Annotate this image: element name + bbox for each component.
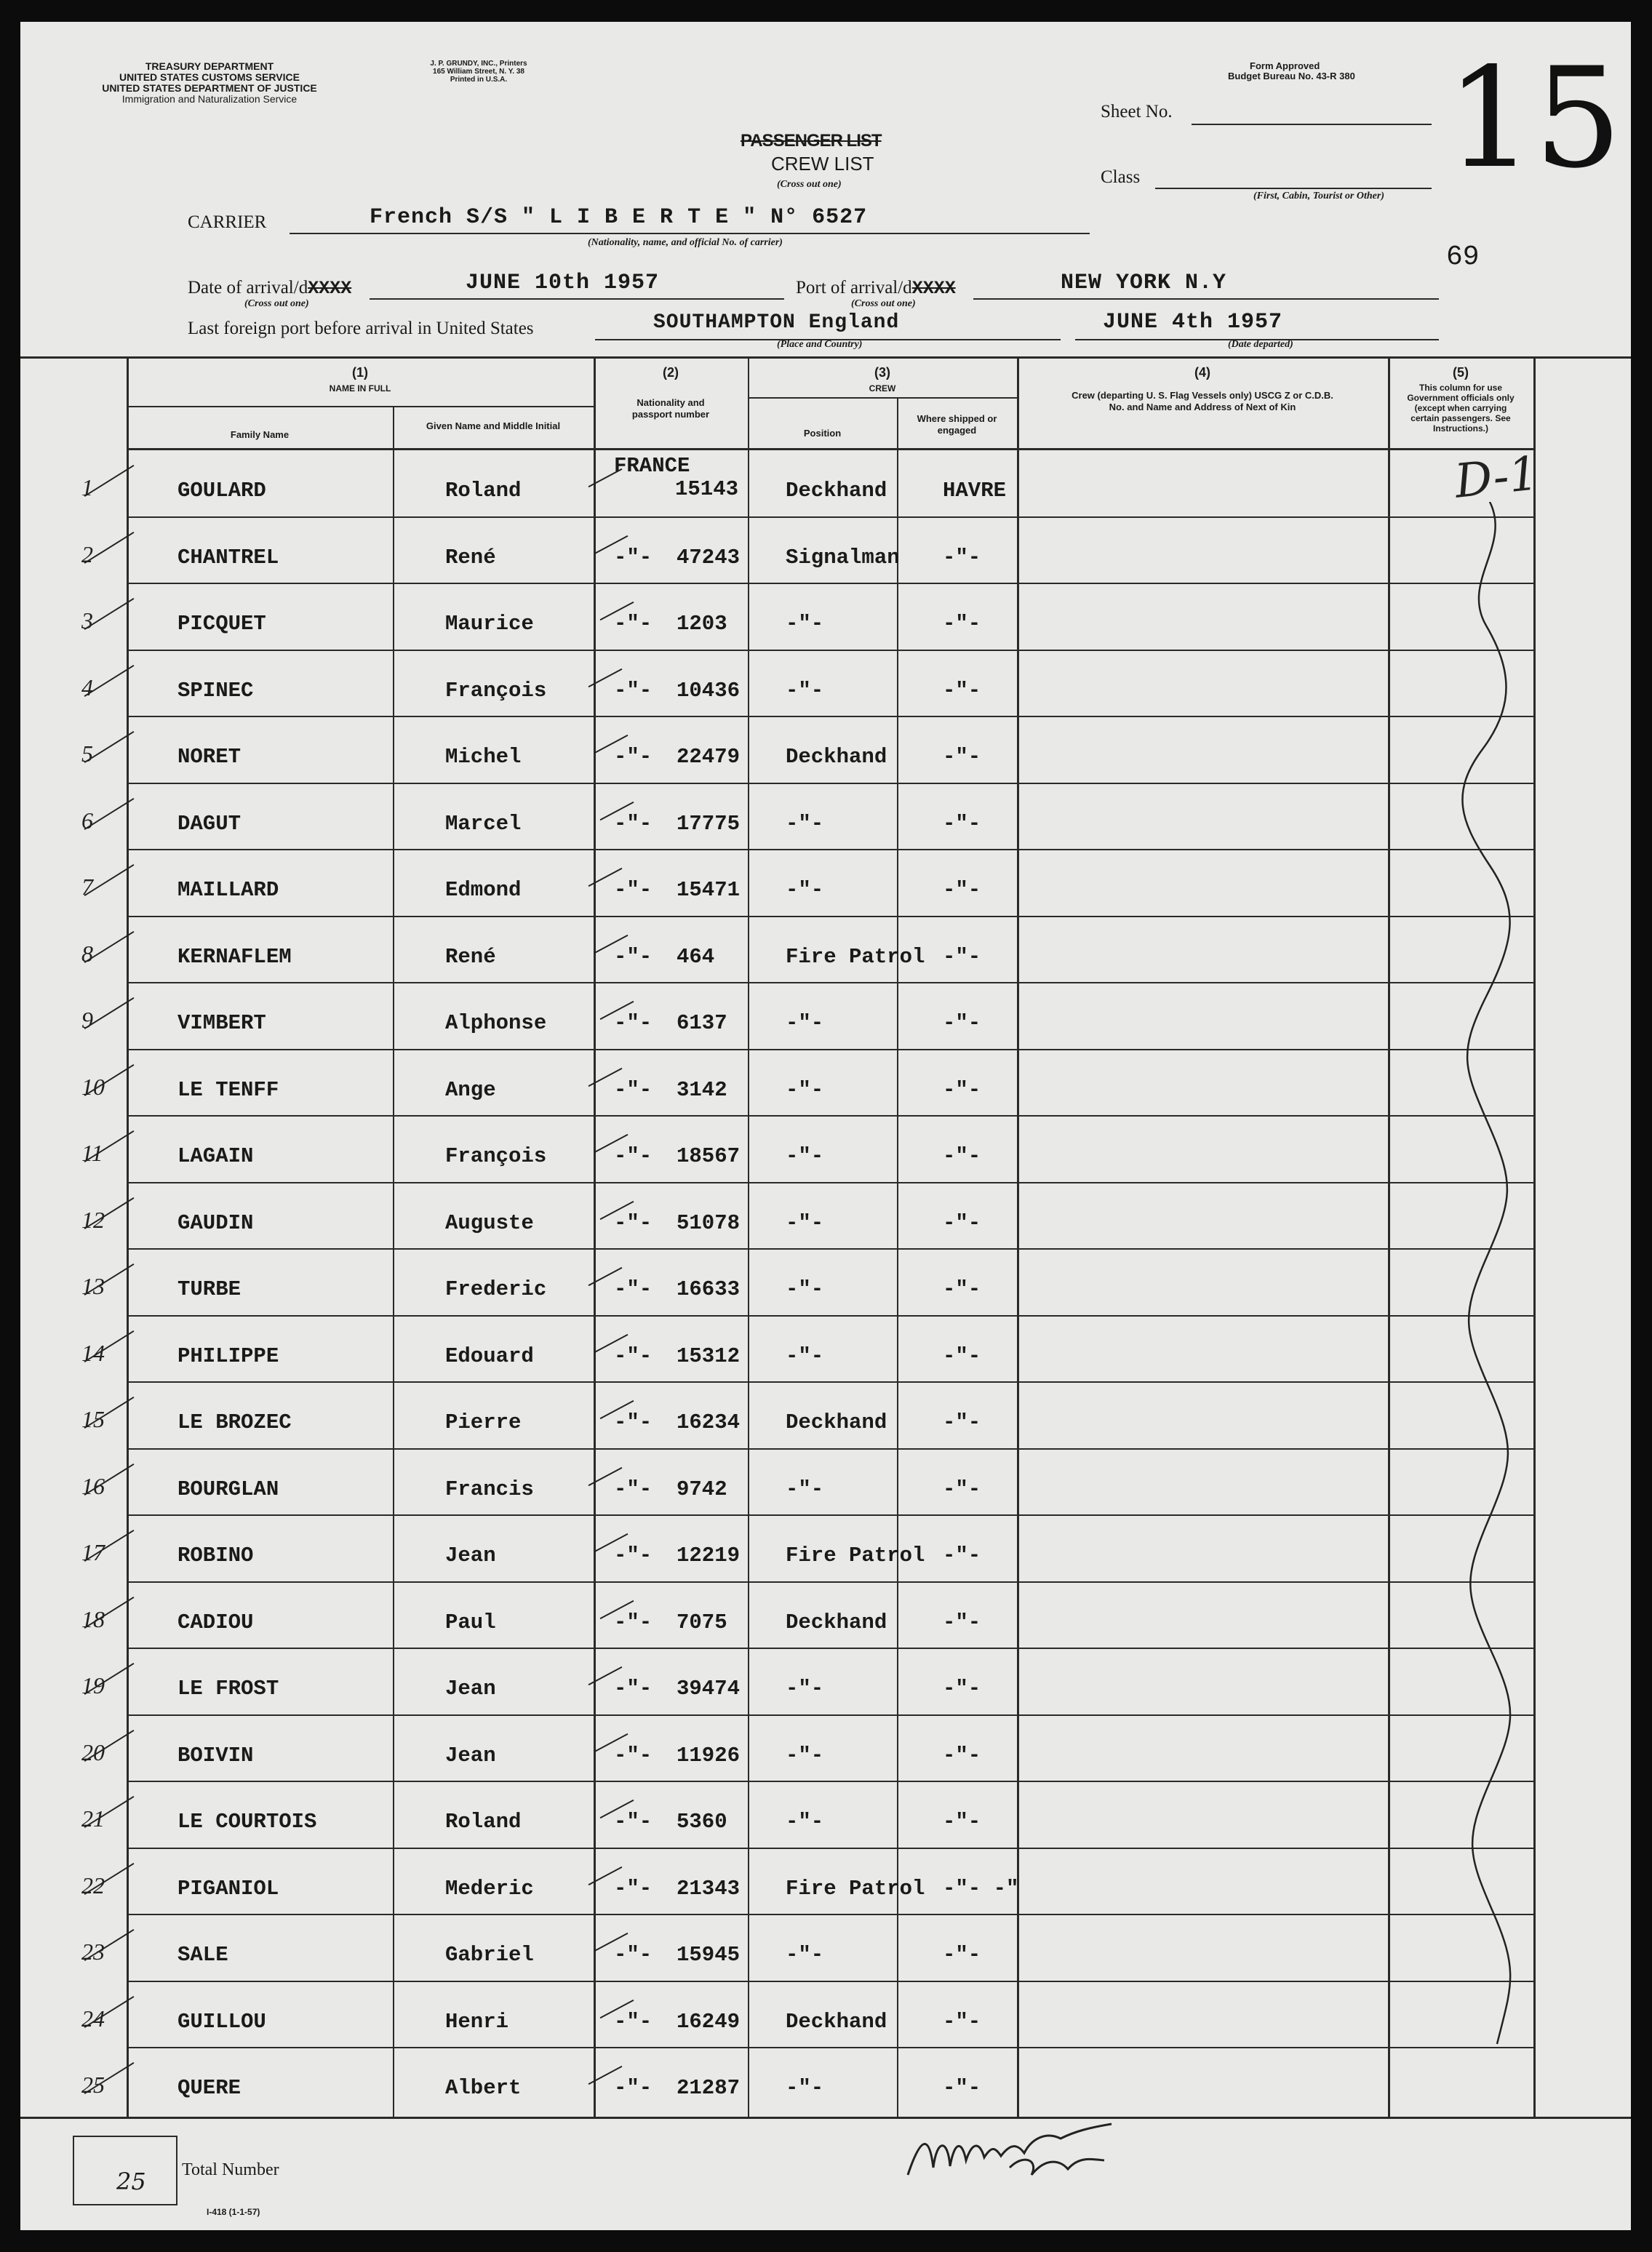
table-row bbox=[20, 1982, 1631, 2049]
family-name-cell: VIMBERT bbox=[177, 1011, 266, 1035]
shipped-cell: -"- bbox=[943, 2076, 981, 2100]
family-name-cell: QUERE bbox=[177, 2076, 242, 2100]
given-name-cell: Marcel bbox=[445, 811, 522, 836]
given-name-cell: René bbox=[445, 944, 496, 969]
nationality-cell: FRANCE bbox=[614, 454, 690, 478]
family-name-cell: DAGUT bbox=[177, 811, 242, 836]
position-cell: -"- bbox=[786, 2076, 824, 2100]
nationality-cell: -"- bbox=[614, 1876, 653, 1901]
printer-block bbox=[406, 60, 551, 84]
given-name-cell: Jean bbox=[445, 1743, 496, 1768]
family-name-cell: LE FROST bbox=[177, 1677, 279, 1701]
row-number: 21 bbox=[81, 1805, 105, 1832]
position-cell: -"- bbox=[786, 878, 824, 902]
date-underline bbox=[370, 298, 784, 300]
last-port-note: (Place and Country) bbox=[777, 339, 863, 350]
given-name-cell: Edmond bbox=[445, 878, 522, 902]
table-row bbox=[20, 1849, 1631, 1916]
shipped-cell: HAVRE bbox=[943, 479, 1007, 503]
row-number: 4 bbox=[81, 674, 93, 700]
given-name-cell: Pierre bbox=[445, 1410, 522, 1434]
port-label-text: Port of arrival/d bbox=[796, 278, 912, 298]
family-name-cell: GUILLOU bbox=[177, 2009, 266, 2034]
table-row bbox=[20, 1450, 1631, 1517]
row-rule bbox=[127, 1448, 1533, 1450]
row-number: 6 bbox=[81, 807, 93, 834]
shipped-cell: -"- bbox=[943, 678, 981, 703]
position-cell: -"- bbox=[786, 1277, 824, 1301]
passport-cell: 22479 bbox=[677, 745, 741, 769]
table-row bbox=[20, 1516, 1631, 1583]
passport-cell: 47243 bbox=[677, 545, 741, 570]
passport-cell: 12219 bbox=[677, 1544, 741, 1568]
table-row bbox=[20, 917, 1631, 984]
agency-block bbox=[49, 61, 370, 105]
position-cell: -"- bbox=[786, 1144, 824, 1168]
date-label-text: Date of arrival/d bbox=[188, 278, 308, 298]
family-name-cell: ROBINO bbox=[177, 1544, 254, 1568]
class-note: (First, Cabin, Tourist or Other) bbox=[1253, 191, 1384, 201]
table-row bbox=[20, 2048, 1631, 2115]
nationality-cell: -"- bbox=[614, 545, 653, 570]
shipped-cell: -"- bbox=[943, 1210, 981, 1235]
position-cell: Fire Patrol bbox=[786, 1544, 925, 1568]
row-rule bbox=[127, 849, 1533, 850]
class-underline bbox=[1155, 188, 1432, 189]
table-row bbox=[20, 1583, 1631, 1650]
position-cell: Fire Patrol bbox=[786, 1876, 925, 1901]
table-row bbox=[20, 983, 1631, 1050]
position-cell: Deckhand bbox=[786, 479, 887, 503]
passport-cell: 21287 bbox=[677, 2076, 741, 2100]
given-name-cell: Frederic bbox=[445, 1277, 547, 1301]
carrier-value: French S/S " L I B E R T E " N° 6527 bbox=[370, 205, 868, 230]
row-rule bbox=[127, 1714, 1533, 1716]
row-number: 22 bbox=[81, 1872, 105, 1898]
header-bottom-rule bbox=[127, 448, 1533, 450]
col2-number: (2) bbox=[663, 365, 679, 380]
table-row bbox=[20, 1250, 1631, 1317]
agency-line: UNITED STATES DEPARTMENT OF JUSTICE bbox=[102, 82, 317, 94]
shipped-cell: -"- bbox=[943, 1277, 981, 1301]
nationality-cell: -"- bbox=[614, 878, 653, 902]
family-name-cell: BOIVIN bbox=[177, 1743, 254, 1768]
shipped-cell: -"- bbox=[943, 2009, 981, 2034]
row-number: 3 bbox=[81, 607, 93, 634]
position-cell: -"- bbox=[786, 1677, 824, 1701]
given-name-cell: François bbox=[445, 678, 547, 703]
col1a-title: Family Name bbox=[230, 429, 290, 440]
shipped-cell: -"- bbox=[943, 1477, 981, 1501]
date-label bbox=[188, 278, 351, 299]
passport-cell: 15471 bbox=[677, 878, 741, 902]
form-approved-block bbox=[1228, 61, 1355, 81]
nationality-cell: -"- bbox=[614, 944, 653, 969]
shipped-cell: -"- bbox=[943, 1943, 981, 1967]
table-row bbox=[20, 1383, 1631, 1450]
passport-cell: 21343 bbox=[677, 1876, 741, 1901]
position-cell: -"- bbox=[786, 1743, 824, 1768]
given-name-cell: Albert bbox=[445, 2076, 522, 2100]
row-rule bbox=[127, 1514, 1533, 1516]
printer-line: 165 William Street, N. Y. 38 bbox=[433, 68, 524, 76]
given-name-cell: Mederic bbox=[445, 1876, 534, 1901]
row-rule bbox=[127, 982, 1533, 983]
last-port-label: Last foreign port before arrival in United States bbox=[188, 319, 534, 338]
total-label: Total Number bbox=[182, 2160, 279, 2179]
family-name-cell: PHILIPPE bbox=[177, 1343, 279, 1368]
passport-cell: 1203 bbox=[677, 612, 727, 636]
nationality-cell: -"- bbox=[614, 1677, 653, 1701]
family-name-cell: TURBE bbox=[177, 1277, 242, 1301]
nationality-cell: -"- bbox=[614, 1743, 653, 1768]
table-row bbox=[20, 1050, 1631, 1117]
passport-cell: 51078 bbox=[677, 1210, 741, 1235]
table-row bbox=[20, 1915, 1631, 1982]
position-cell: -"- bbox=[786, 612, 824, 636]
table-row bbox=[20, 651, 1631, 718]
crew-list-form bbox=[20, 22, 1631, 2230]
col3a-title: Position bbox=[803, 428, 842, 439]
agency-line: Immigration and Naturalization Service bbox=[121, 93, 298, 105]
shipped-cell: -"- bbox=[943, 745, 981, 769]
official-mark: D-1 bbox=[1452, 447, 1541, 509]
shipped-cell: -"- bbox=[943, 1677, 981, 1701]
given-name-cell: Jean bbox=[445, 1544, 496, 1568]
nationality-cell: -"- bbox=[614, 1477, 653, 1501]
position-cell: -"- bbox=[786, 678, 824, 703]
family-name-cell: LE TENFF bbox=[177, 1077, 279, 1102]
last-port-value: SOUTHAMPTON England bbox=[653, 311, 900, 334]
row-number: 9 bbox=[81, 1007, 93, 1033]
port-value: NEW YORK N.Y bbox=[1061, 271, 1227, 295]
family-name-cell: SALE bbox=[177, 1943, 228, 1967]
passport-cell: 7075 bbox=[677, 1610, 727, 1634]
departed-value: JUNE 4th 1957 bbox=[1103, 310, 1283, 335]
row-number: 1 bbox=[81, 474, 93, 500]
col1-title: NAME IN FULL bbox=[329, 383, 391, 394]
col4-title: Crew (departing U. S. Flag Vessels only) USCG Z or C.D.B. No. and Name and Address of Next of Kin bbox=[1072, 390, 1333, 412]
shipped-cell: -"- bbox=[943, 1544, 981, 1568]
col5-number: (5) bbox=[1453, 365, 1469, 380]
shipped-cell: -"- bbox=[943, 1610, 981, 1634]
carrier-underline bbox=[290, 233, 1090, 234]
printer-line: J. P. GRUNDY, INC., Printers bbox=[430, 60, 527, 68]
col1b-title: Given Name and Middle Initial bbox=[426, 420, 561, 431]
given-name-cell: Maurice bbox=[445, 612, 534, 636]
date-note: (Cross out one) bbox=[244, 298, 309, 309]
family-name-cell: SPINEC bbox=[177, 678, 254, 703]
passport-cell: 5360 bbox=[677, 1810, 727, 1834]
row-rule bbox=[127, 1315, 1533, 1317]
list-type-crossed bbox=[741, 131, 882, 151]
row-number: 10 bbox=[81, 1073, 105, 1100]
row-number: 12 bbox=[81, 1206, 105, 1233]
nationality-cell: -"- bbox=[614, 1943, 653, 1967]
form-code: I-418 (1-1-57) bbox=[207, 2207, 260, 2217]
departed-note: (Date departed) bbox=[1228, 339, 1293, 350]
agency-line: TREASURY DEPARTMENT bbox=[145, 60, 274, 72]
table-row bbox=[20, 584, 1631, 651]
passport-cell: 9742 bbox=[677, 1477, 727, 1501]
signature bbox=[893, 2088, 1155, 2189]
row-number: 2 bbox=[81, 540, 93, 567]
shipped-cell: -"- bbox=[943, 1011, 981, 1035]
agency-line: UNITED STATES CUSTOMS SERVICE bbox=[119, 71, 300, 83]
carrier-label: CARRIER bbox=[188, 212, 267, 232]
shipped-cell: -"- bbox=[943, 811, 981, 836]
family-name-cell: PICQUET bbox=[177, 612, 266, 636]
family-name-cell: LAGAIN bbox=[177, 1144, 254, 1168]
date-crossed: XXXX bbox=[308, 278, 352, 299]
stamp-number: 69 bbox=[1446, 241, 1480, 273]
carrier-note: (Nationality, name, and official No. of carrier) bbox=[588, 237, 783, 248]
row-rule bbox=[127, 516, 1533, 518]
shipped-cell: -"- -" bbox=[943, 1876, 1019, 1901]
shipped-cell: -"- bbox=[943, 1410, 981, 1434]
row-number: 14 bbox=[81, 1339, 105, 1366]
given-name-cell: François bbox=[445, 1144, 547, 1168]
row-number: 19 bbox=[81, 1672, 105, 1698]
port-underline bbox=[973, 298, 1439, 300]
passport-cell: 18567 bbox=[677, 1144, 741, 1168]
row-rule bbox=[127, 1914, 1533, 1915]
position-cell: Deckhand bbox=[786, 745, 887, 769]
nationality-cell: -"- bbox=[614, 1144, 653, 1168]
nationality-cell: -"- bbox=[614, 811, 653, 836]
passport-cell: 15312 bbox=[677, 1343, 741, 1368]
tick-mark bbox=[588, 468, 623, 487]
position-cell: Deckhand bbox=[786, 2009, 887, 2034]
given-name-cell: Auguste bbox=[445, 1210, 534, 1235]
table-row bbox=[20, 1183, 1631, 1250]
row-rule bbox=[127, 2047, 1533, 2048]
family-name-cell: CADIOU bbox=[177, 1610, 254, 1634]
shipped-cell: -"- bbox=[943, 1743, 981, 1768]
col5-title: This column for use Government officials only (except when carrying certain passengers. See Instructions.) bbox=[1407, 383, 1515, 434]
given-name-cell: Francis bbox=[445, 1477, 534, 1501]
col3b-title: Where shipped or engaged bbox=[917, 413, 997, 436]
nationality-cell: -"- bbox=[614, 2076, 653, 2100]
shipped-cell: -"- bbox=[943, 1343, 981, 1368]
family-name-cell: CHANTREL bbox=[177, 545, 279, 570]
family-name-cell: LE COURTOIS bbox=[177, 1810, 317, 1834]
table-row bbox=[20, 451, 1631, 518]
position-cell: -"- bbox=[786, 1810, 824, 1834]
date-value: JUNE 10th 1957 bbox=[466, 271, 660, 295]
family-name-cell: MAILLARD bbox=[177, 878, 279, 902]
table-row bbox=[20, 1782, 1631, 1849]
position-cell: Deckhand bbox=[786, 1410, 887, 1434]
table-row bbox=[20, 850, 1631, 917]
family-name-cell: PIGANIOL bbox=[177, 1876, 279, 1901]
row-rule bbox=[127, 1648, 1533, 1649]
row-rule bbox=[127, 1981, 1533, 1982]
passport-cell: 17775 bbox=[677, 811, 741, 836]
given-name-cell: Edouard bbox=[445, 1343, 534, 1368]
position-cell: -"- bbox=[786, 1210, 824, 1235]
row-number: 23 bbox=[81, 1938, 105, 1965]
shipped-cell: -"- bbox=[943, 612, 981, 636]
row-rule bbox=[127, 650, 1533, 651]
col3-number: (3) bbox=[874, 365, 890, 380]
row-rule bbox=[127, 1381, 1533, 1383]
position-cell: Deckhand bbox=[786, 1610, 887, 1634]
total-value: 25 bbox=[116, 2168, 146, 2195]
given-name-cell: Roland bbox=[445, 479, 522, 503]
class-label: Class bbox=[1101, 167, 1141, 187]
passport-cell: 16633 bbox=[677, 1277, 741, 1301]
position-cell: -"- bbox=[786, 1477, 824, 1501]
passport-cell: 6137 bbox=[677, 1011, 727, 1035]
nationality-cell: -"- bbox=[614, 1210, 653, 1235]
row-rule bbox=[127, 783, 1533, 784]
table-row bbox=[20, 784, 1631, 851]
row-rule bbox=[127, 1115, 1533, 1117]
shipped-cell: -"- bbox=[943, 1810, 981, 1834]
shipped-cell: -"- bbox=[943, 878, 981, 902]
table-row bbox=[20, 518, 1631, 585]
given-name-cell: Henri bbox=[445, 2009, 509, 2034]
given-name-cell: Gabriel bbox=[445, 1943, 534, 1967]
shipped-cell: -"- bbox=[943, 545, 981, 570]
shipped-cell: -"- bbox=[943, 1077, 981, 1102]
family-name-cell: BOURGLAN bbox=[177, 1477, 279, 1501]
given-name-cell: René bbox=[445, 545, 496, 570]
row-rule bbox=[127, 1248, 1533, 1250]
row-number: 5 bbox=[81, 740, 93, 767]
budget-bureau: Budget Bureau No. 43-R 380 bbox=[1228, 71, 1355, 81]
passport-cell: 15945 bbox=[677, 1943, 741, 1967]
row-number: 25 bbox=[81, 2072, 105, 2098]
list-type-note: (Cross out one) bbox=[777, 179, 842, 190]
nationality-cell: -"- bbox=[614, 1610, 653, 1634]
crossed-text: PASSENGER LIST bbox=[741, 131, 882, 151]
position-cell: Fire Patrol bbox=[786, 944, 925, 969]
nationality-cell: -"- bbox=[614, 1544, 653, 1568]
row-number: 24 bbox=[81, 2005, 105, 2032]
nationality-cell: -"- bbox=[614, 745, 653, 769]
table-row bbox=[20, 1649, 1631, 1716]
family-name-cell: GOULARD bbox=[177, 479, 266, 503]
nationality-cell: -"- bbox=[614, 1011, 653, 1035]
col1-number: (1) bbox=[352, 365, 368, 380]
passport-cell: 16249 bbox=[677, 2009, 741, 2034]
port-label bbox=[796, 278, 956, 299]
given-name-cell: Ange bbox=[445, 1077, 496, 1102]
given-name-cell: Michel bbox=[445, 745, 522, 769]
printer-line: Printed in U.S.A. bbox=[450, 76, 508, 84]
passport-cell: 464 bbox=[677, 944, 715, 969]
row-rule bbox=[127, 1049, 1533, 1050]
row-number: 20 bbox=[81, 1738, 105, 1765]
position-cell: -"- bbox=[786, 1343, 824, 1368]
table-row bbox=[20, 717, 1631, 784]
col4-number: (4) bbox=[1194, 365, 1210, 380]
row-rule bbox=[127, 916, 1533, 917]
row-rule bbox=[127, 1182, 1533, 1183]
nationality-cell: -"- bbox=[614, 1277, 653, 1301]
position-cell: -"- bbox=[786, 1077, 824, 1102]
official-wavy-line bbox=[1446, 502, 1533, 2102]
position-cell: Signalman bbox=[786, 545, 900, 570]
row-number: 15 bbox=[81, 1406, 105, 1432]
table-bottom-rule bbox=[20, 2117, 1631, 2119]
family-name-cell: KERNAFLEM bbox=[177, 944, 292, 969]
passport-cell: 16234 bbox=[677, 1410, 741, 1434]
sheet-number: 15 bbox=[1446, 38, 1622, 199]
shipped-cell: -"- bbox=[943, 1144, 981, 1168]
col2-title: Nationality and passport number bbox=[631, 397, 710, 420]
passport-cell: 15143 bbox=[675, 477, 739, 501]
row-number: 13 bbox=[81, 1273, 105, 1299]
position-cell: -"- bbox=[786, 1943, 824, 1967]
header-subrule bbox=[748, 397, 1017, 399]
family-name-cell: LE BROZEC bbox=[177, 1410, 292, 1434]
row-rule bbox=[127, 1581, 1533, 1583]
row-number: 17 bbox=[81, 1539, 105, 1565]
position-cell: -"- bbox=[786, 811, 824, 836]
row-number: 7 bbox=[81, 874, 93, 900]
passport-cell: 39474 bbox=[677, 1677, 741, 1701]
passport-cell: 3142 bbox=[677, 1077, 727, 1102]
given-name-cell: Alphonse bbox=[445, 1011, 547, 1035]
sheet-label: Sheet No. bbox=[1101, 102, 1173, 121]
row-rule bbox=[127, 1781, 1533, 1782]
table-row bbox=[20, 1317, 1631, 1383]
nationality-cell: -"- bbox=[614, 678, 653, 703]
given-name-cell: Paul bbox=[445, 1610, 496, 1634]
row-number: 8 bbox=[81, 940, 93, 967]
nationality-cell: -"- bbox=[614, 1343, 653, 1368]
row-number: 18 bbox=[81, 1605, 105, 1632]
given-name-cell: Jean bbox=[445, 1677, 496, 1701]
row-number: 11 bbox=[81, 1140, 103, 1166]
table-row bbox=[20, 1716, 1631, 1783]
nationality-cell: -"- bbox=[614, 1077, 653, 1102]
port-crossed: XXXX bbox=[911, 278, 956, 299]
sheet-underline bbox=[1192, 124, 1432, 125]
family-name-cell: NORET bbox=[177, 745, 242, 769]
passport-cell: 11926 bbox=[677, 1743, 741, 1768]
row-rule bbox=[127, 583, 1533, 584]
passport-cell: 10436 bbox=[677, 678, 741, 703]
nationality-cell: -"- bbox=[614, 2009, 653, 2034]
given-name-cell: Roland bbox=[445, 1810, 522, 1834]
row-number: 16 bbox=[81, 1472, 105, 1499]
nationality-cell: -"- bbox=[614, 1410, 653, 1434]
form-approved: Form Approved bbox=[1250, 60, 1320, 71]
header-subrule bbox=[127, 406, 594, 407]
list-type: CREW LIST bbox=[771, 153, 874, 175]
port-note: (Cross out one) bbox=[851, 298, 916, 309]
shipped-cell: -"- bbox=[943, 944, 981, 969]
row-rule bbox=[127, 716, 1533, 717]
position-cell: -"- bbox=[786, 1011, 824, 1035]
nationality-cell: -"- bbox=[614, 612, 653, 636]
nationality-cell: -"- bbox=[614, 1810, 653, 1834]
table-row bbox=[20, 1117, 1631, 1183]
family-name-cell: GAUDIN bbox=[177, 1210, 254, 1235]
col3-title: CREW bbox=[869, 383, 896, 394]
row-rule bbox=[127, 1848, 1533, 1849]
